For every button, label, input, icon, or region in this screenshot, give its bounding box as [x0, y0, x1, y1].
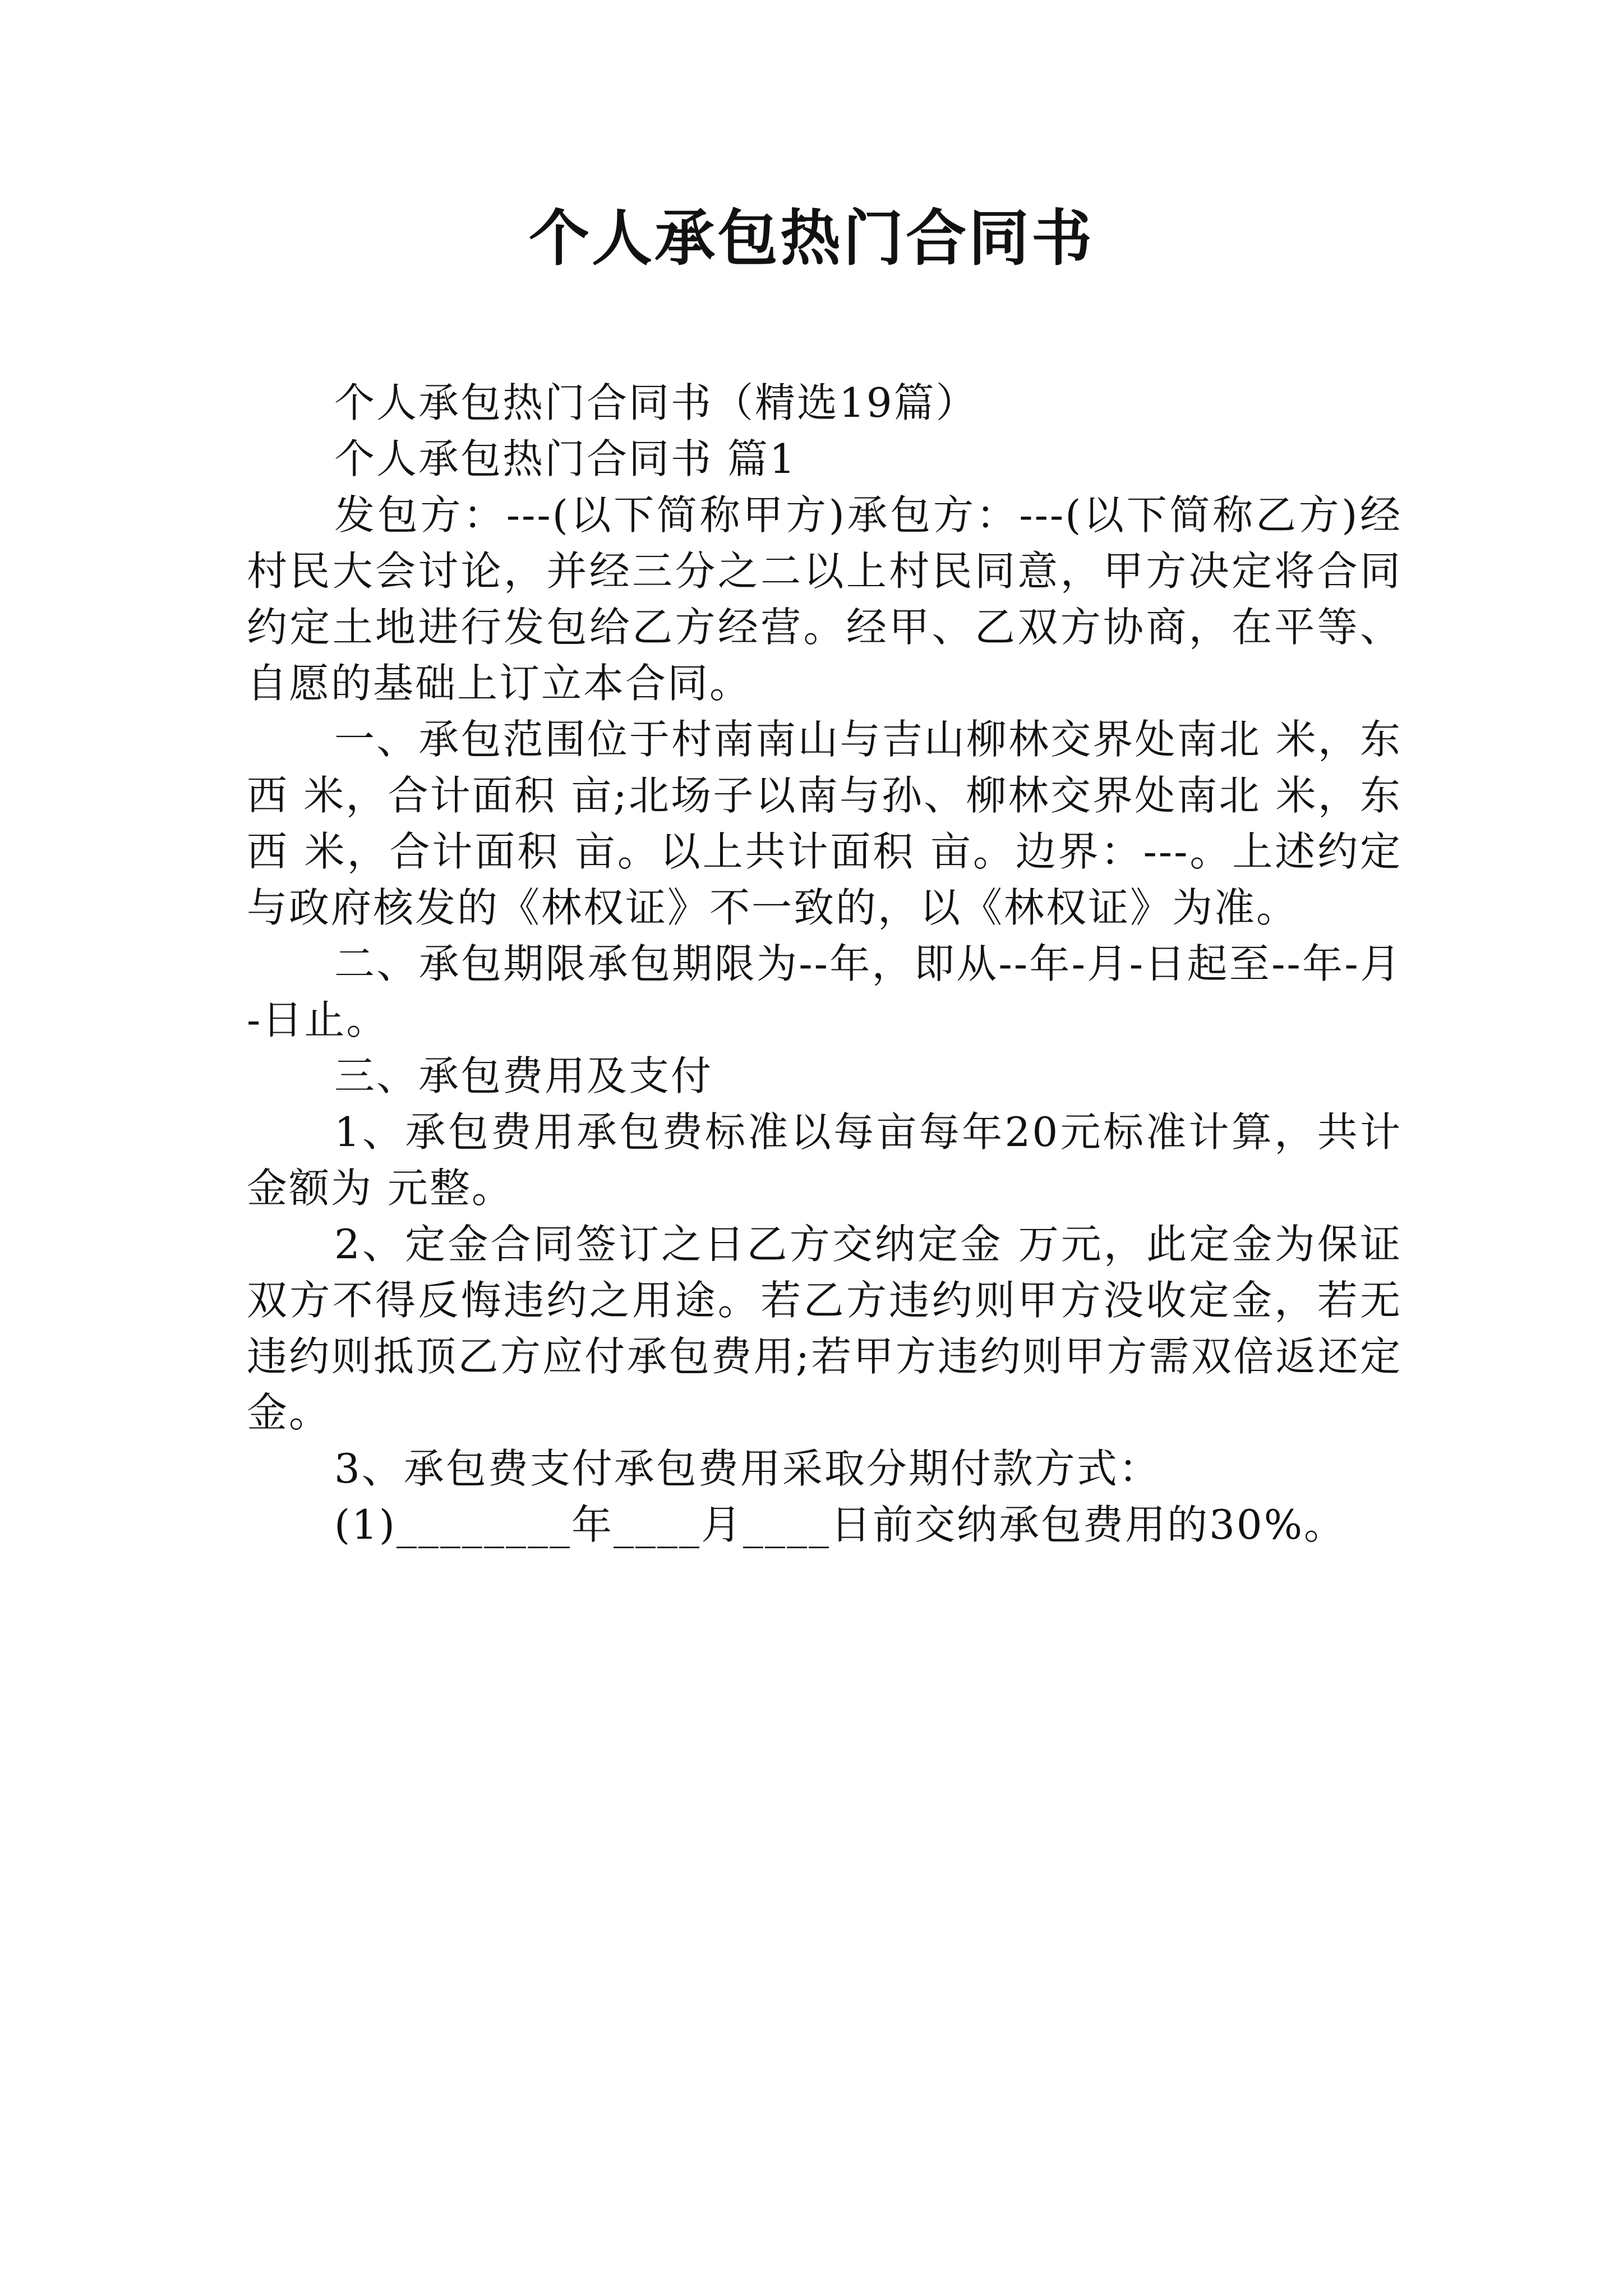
body-paragraph: 1、承包费用承包费标准以每亩每年20元标准计算，共计金额为 元整。	[247, 1108, 1402, 1212]
document-body	[247, 375, 1402, 1553]
body-paragraph: 二、承包期限承包期限为--年，即从--年-月-日起至--年-月-日止。	[247, 940, 1402, 1043]
body-paragraph: (1)________年____月____日前交纳承包费用的30%。	[334, 1501, 1347, 1548]
body-paragraph: 发包方：---(以下简称甲方)承包方：---(以下简称乙方)经村民大会讨论，并经三分之二以上村民同意，甲方决定将合同约定土地进行发包给乙方经营。经甲、乙双方协商，在平等、自愿的基础上订立本合同。	[247, 491, 1402, 707]
section-heading: 个人承包热门合同书 篇1	[334, 435, 797, 482]
body-paragraph: 2、定金合同签订之日乙方交纳定金 万元，此定金为保证双方不得反悔违约之用途。若乙方违约则甲方没收定金，若无违约则抵顶乙方应付承包费用;若甲方违约则甲方需双倍返还定金。	[247, 1221, 1402, 1436]
document-title: 个人承包热门合同书	[528, 203, 1094, 274]
body-paragraph: 3、承包费支付承包费用采取分期付款方式：	[334, 1445, 1161, 1492]
body-paragraph: 三、承包费用及支付	[334, 1052, 713, 1099]
body-paragraph: 一、承包范围位于村南南山与吉山柳林交界处南北 米，东西 米，合计面积 亩;北场子以南与孙、柳林交界处南北 米，东西 米，合计面积 亩。以上共计面积 亩。边界：---。上述约定与政府核发的《林权证》不一致的，以《林权证》为准。	[247, 716, 1402, 931]
subtitle-paragraph: 个人承包热门合同书（精选19篇）	[334, 379, 978, 426]
